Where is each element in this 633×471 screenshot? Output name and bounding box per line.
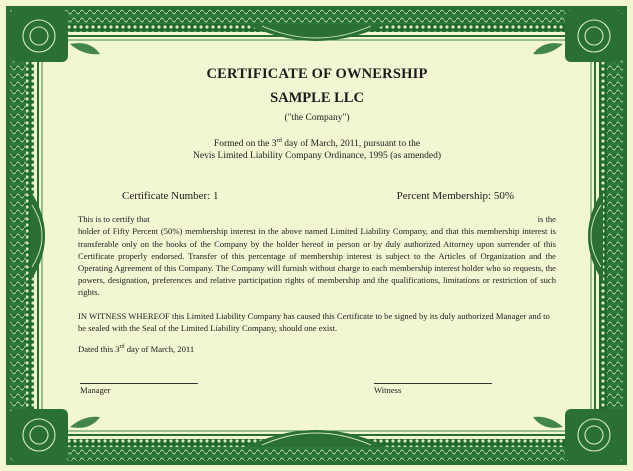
percent-membership-value: 50% <box>493 190 514 203</box>
formed-ordinance: Nevis Limited Liability Company Ordinance, 1995 (as amended) <box>193 151 441 162</box>
dated-prefix: Dated this <box>78 343 114 354</box>
certificate-number <box>122 190 219 202</box>
certificate-content <box>78 60 556 354</box>
witness-signature-line <box>374 383 492 384</box>
certificate-number-value: 1 <box>213 190 219 203</box>
formed-suffix: day of March, 2011, pursuant to the <box>284 139 421 150</box>
dated-day: 3 <box>115 343 120 354</box>
witness-signature <box>374 383 492 395</box>
certify-start: This is to certify that <box>78 214 150 225</box>
formed-day: 3 <box>271 139 277 150</box>
dated-line <box>78 344 556 354</box>
percent-membership-label: Percent Membership: <box>396 190 492 203</box>
formation-statement <box>78 135 556 162</box>
formed-day-suffix: rd <box>276 137 282 144</box>
dated-day-suffix: rd <box>119 344 125 351</box>
manager-label: Manager <box>80 385 111 395</box>
percent-membership <box>397 190 514 202</box>
dated-suffix: day of March, 2011 <box>126 343 195 354</box>
witness-label: Witness <box>374 385 402 395</box>
witness-paragraph: IN WITNESS WHEREOF this Limited Liability Company has caused this Certificate to be signed by its duly authorized Manager and to be sealed with the Seal of the Limited Liability Company, should one exist. <box>78 310 550 333</box>
company-alias: ("the Company") <box>284 113 350 123</box>
certify-paragraph <box>78 213 556 298</box>
company-name: SAMPLE LLC <box>270 90 364 106</box>
certificate-title: CERTIFICATE OF OWNERSHIP <box>206 66 428 82</box>
certificate-number-label: Certificate Number: <box>122 190 211 203</box>
manager-signature-line <box>80 383 198 384</box>
certify-end: is the <box>537 214 556 225</box>
certify-line <box>78 213 556 225</box>
formed-prefix: Formed on the <box>213 139 270 150</box>
manager-signature <box>80 383 198 395</box>
body-text: holder of Fifty Percent (50%) membership interest in the above named Limited Liability Company, and that this membership interest is transferable only on the books of the Company by the holder hereof in person or by duly authorized Attorney upon surrender of this Certificate properly endorsed. Transfer of this percentage of membership interest is subject to the Articles of Organization and the Operating Agreement of this Company. The Company will furnish without charge to each membership interest holder who so requests, the powers, designation, preferences and relative participation rights of membership and the qualifications, limitations or restriction of such rights. <box>78 226 556 298</box>
certificate-meta-row <box>78 190 556 202</box>
